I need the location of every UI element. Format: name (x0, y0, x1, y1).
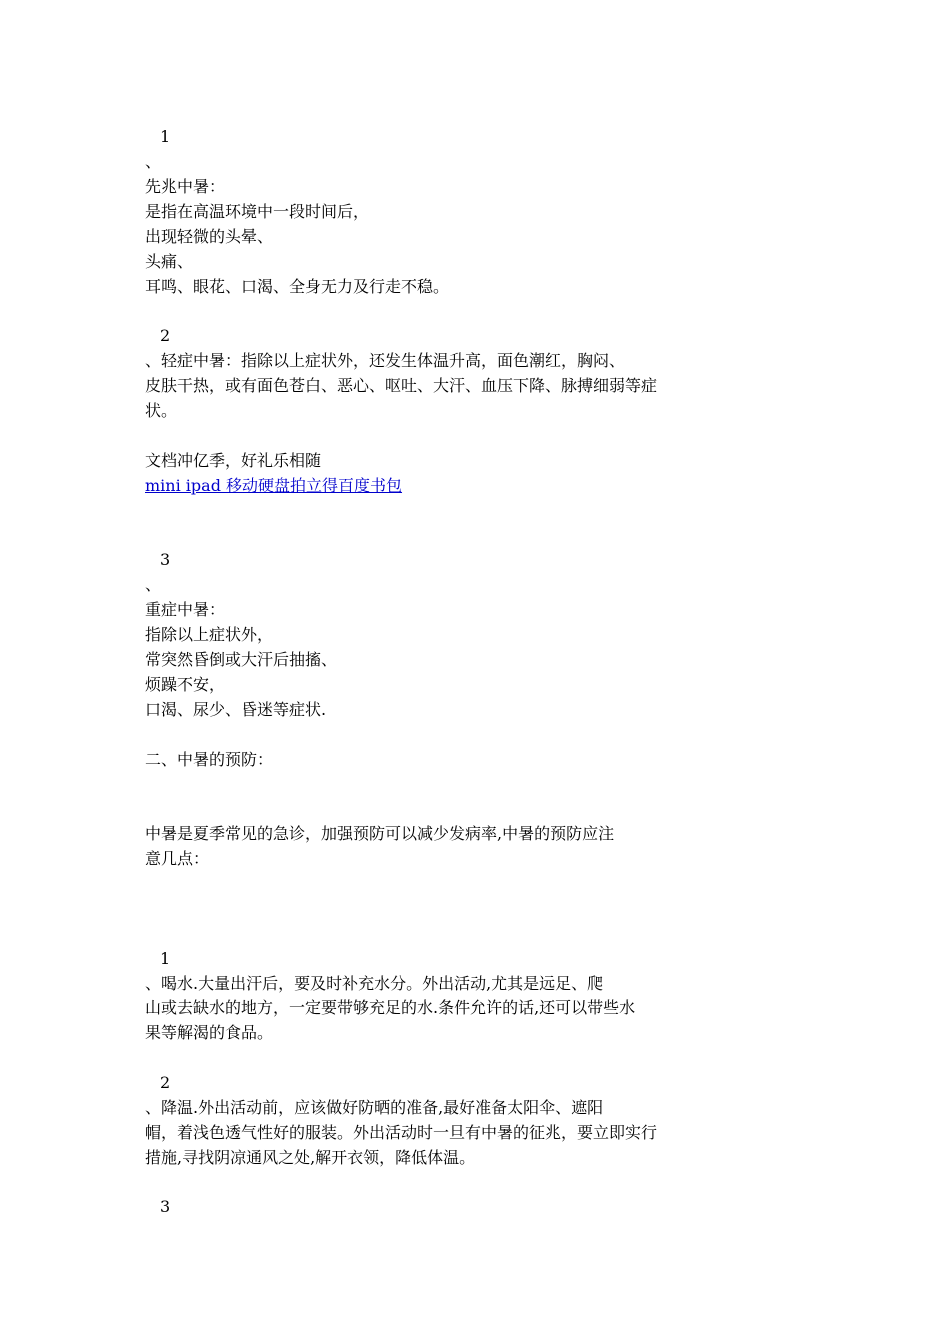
item-number: 3 (160, 1197, 171, 1216)
paragraph-line: 山或去缺水的地方，一定要带够充足的水.条件允许的话,还可以带些水 (145, 998, 636, 1017)
paragraph-line: 皮肤干热，或有面色苍白、恶心、呕吐、大汗、血压下降、脉搏细弱等症 (145, 376, 658, 395)
item-separator: 、 (145, 575, 162, 594)
item-title: 重症中暑： (145, 600, 226, 619)
paragraph-line: 措施,寻找阴凉通风之处,解开衣领，降低体温。 (145, 1148, 476, 1167)
item-number: 1 (160, 949, 171, 968)
paragraph-line: 口渴、尿少、昏迷等症状. (145, 700, 327, 719)
item-number: 1 (160, 127, 171, 146)
paragraph-line: 意几点： (145, 849, 210, 868)
paragraph-line: 、喝水.大量出汗后，要及时补充水分。外出活动,尤其是远足、爬 (145, 974, 604, 993)
item-number: 2 (160, 326, 171, 345)
promo-link[interactable]: mini ipad 移动硬盘拍立得百度书包 (145, 476, 403, 495)
paragraph-line: 果等解渴的食品。 (145, 1023, 274, 1042)
item-title: 先兆中暑： (145, 177, 226, 196)
item-number: 3 (160, 550, 171, 569)
item-number: 2 (160, 1073, 171, 1092)
paragraph-line: 常突然昏倒或大汗后抽搐、 (145, 650, 338, 669)
paragraph-line: 中暑是夏季常见的急诊，加强预防可以减少发病率,中暑的预防应注 (145, 824, 615, 843)
paragraph-line: 、轻症中暑：指除以上症状外，还发生体温升高，面色潮红，胸闷、 (145, 351, 626, 370)
paragraph-line: 是指在高温环境中一段时间后， (145, 202, 370, 221)
paragraph-line: 耳鸣、眼花、口渴、全身无力及行走不稳。 (145, 277, 450, 296)
paragraph-line: 状。 (145, 401, 178, 420)
paragraph-line: 烦躁不安， (145, 675, 226, 694)
paragraph-line: 指除以上症状外， (145, 625, 274, 644)
paragraph-line: 、降温.外出活动前，应该做好防晒的准备,最好准备太阳伞、遮阳 (145, 1098, 604, 1117)
paragraph-line: 头痛、 (145, 252, 194, 271)
promo-text: 文档冲亿季，好礼乐相随 (145, 451, 322, 470)
paragraph-line: 出现轻微的头晕、 (145, 227, 274, 246)
section-heading: 二、中暑的预防： (145, 750, 274, 769)
item-separator: 、 (145, 152, 162, 171)
paragraph-line: 帽，着浅色透气性好的服装。外出活动时一旦有中暑的征兆，要立即实行 (145, 1123, 658, 1142)
